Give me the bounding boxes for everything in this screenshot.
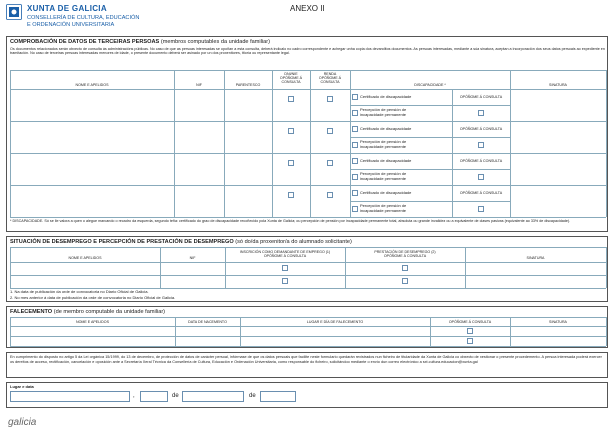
death-oppose-checkbox[interactable] xyxy=(467,328,473,334)
disability-oppose-label: OPÓÑOME Á CONSULTA xyxy=(459,127,503,131)
col-kinship: PARENTESCO xyxy=(235,83,261,87)
brand-name: XUNTA DE GALICIA xyxy=(27,4,107,13)
benefit-oppose-checkbox[interactable] xyxy=(402,265,408,271)
de-separator-1: de xyxy=(172,393,179,399)
income-oppose-checkbox[interactable] xyxy=(327,192,333,198)
disability-oppose-checkbox[interactable] xyxy=(478,206,484,212)
col-name: NOME E APELIDOS xyxy=(76,320,109,324)
col-name: NOME E APELIDOS xyxy=(75,83,109,87)
col-signature: SINATURA xyxy=(549,83,567,87)
col-nif: NIF xyxy=(196,83,202,87)
section2-title: SITUACIÓN DE DESEMPREGO E PERCEPCIÓN DE PRESTACIÓN DE DESEMPREGO (só do/da proxenitor/a do alumnado solicitante) xyxy=(10,239,352,245)
pension-label: Percepción de pensión de incapacidade permanente xyxy=(360,203,407,213)
disability-oppose-label: OPÓÑOME Á CONSULTA xyxy=(459,159,503,163)
dni-oppose-checkbox[interactable] xyxy=(288,160,294,166)
income-oppose-checkbox[interactable] xyxy=(327,96,333,102)
dni-oppose-checkbox[interactable] xyxy=(288,192,294,198)
death-oppose-checkbox[interactable] xyxy=(467,338,473,344)
day-input[interactable] xyxy=(140,391,168,402)
section3-title: FALECEMENTO (de membro computable da unidade familiar) xyxy=(10,309,166,315)
disability-cert-label: Certificado de discapacidade xyxy=(360,190,412,195)
disability-cert-checkbox[interactable] xyxy=(352,94,358,100)
year-input[interactable] xyxy=(260,391,296,402)
shield-icon xyxy=(6,4,22,20)
disability-oppose-checkbox[interactable] xyxy=(478,142,484,148)
disability-note: * DISCAPACIDADE. Só se lle valora a quen o alegue marcando o recadro da esquerda, segundo teña: certificado do grao de discapacidade recoñecido pola Xunta de Galicia; ou percepción de pensión por incapacidade permanente total, absoluta ou grande invalidez ou a equivalente de clases pasivas (equivalente ao 33% de discapacidade). xyxy=(10,219,571,223)
pension-checkbox[interactable] xyxy=(352,142,358,148)
disability-oppose-label: OPÓÑOME Á CONSULTA xyxy=(459,95,503,99)
disability-cert-label: Certificado de discapacidade xyxy=(360,158,412,163)
unemployment-note1: 1. Na data de publicación da orde de convocatoria no Diario Oficial de Galicia. xyxy=(10,289,149,294)
disability-cert-checkbox[interactable] xyxy=(352,126,358,132)
disability-oppose-checkbox[interactable] xyxy=(478,174,484,180)
pension-checkbox[interactable] xyxy=(352,110,358,116)
col-death-place: LUGAR E DÍA DE FALECEMENTO xyxy=(306,320,364,324)
disability-cert-label: Certificado de discapacidade xyxy=(360,126,412,131)
col-dni: DNI/NIE OPÓÑOME Á CONSULTA xyxy=(279,72,303,85)
col-disability: DISCAPACIDADE * xyxy=(414,83,446,87)
place-date-label: Lugar e data xyxy=(10,384,34,389)
month-input[interactable] xyxy=(182,391,244,402)
registration-oppose-checkbox[interactable] xyxy=(282,265,288,271)
department-line1: CONSELLERÍA DE CULTURA, EDUCACIÓN xyxy=(27,15,140,21)
col-income: RENDA OPÓÑOME Á CONSULTA xyxy=(318,72,342,85)
registration-oppose-checkbox[interactable] xyxy=(282,278,288,284)
col-birth-date: DATA DE NACEMENTO xyxy=(188,320,227,324)
benefit-oppose-checkbox[interactable] xyxy=(402,278,408,284)
disability-oppose-checkbox[interactable] xyxy=(478,110,484,116)
pension-label: Percepción de pensión de incapacidade permanente xyxy=(360,139,407,149)
income-oppose-checkbox[interactable] xyxy=(327,128,333,134)
section-third-party-data xyxy=(6,36,608,232)
col-unemployment-benefit: PRESTACIÓN DE DESEMPREGO (2) OPÓÑOME Á CONSULTA xyxy=(374,250,436,259)
galicia-logo xyxy=(8,417,36,428)
annex-label: ANEXO II xyxy=(290,4,325,13)
place-input[interactable] xyxy=(10,391,130,402)
col-job-registration: INSCRICIÓN COMO DEMANDANTE DE EMPREGO (1) OPÓÑOME Á CONSULTA xyxy=(239,250,331,259)
disability-cert-checkbox[interactable] xyxy=(352,190,358,196)
section1-title: COMPROBACIÓN DE DATOS DE TERCEIRAS PERSOAS (membros computables da unidade familiar) xyxy=(10,39,270,45)
disability-cert-checkbox[interactable] xyxy=(352,158,358,164)
galicia-logo-text: galicia xyxy=(8,417,37,428)
disability-cert-label: Certificado de discapacidade xyxy=(360,94,412,99)
de-separator-2: de xyxy=(249,393,256,399)
department-line2: E ORDENACIÓN UNIVERSITARIA xyxy=(27,22,115,28)
col-oppose: OPÓÑOME Á CONSULTA xyxy=(448,320,492,324)
section1-intro: Os documentos relacionados serán obxecto de consulta ás administracións públicas. No caso de que as persoas interesadas se opoñan a esta consulta, deberá indicalo no cadro correspondente e achegar unha copia dos devanditos documentos. As persoas interesadas, mediante a súa sinatura, aceptan a incorporación dos seus datos persoais ao expediente en tramitación. No caso de terceiras persoas interesadas menores de idade, o presente documento deberá ser asinado por un dos proxenitores, titoría ou representante legal. xyxy=(10,47,605,56)
col-signature: SINATURA xyxy=(549,320,567,324)
dni-oppose-checkbox[interactable] xyxy=(288,96,294,102)
pension-label: Percepción de pensión de incapacidade permanente xyxy=(360,171,407,181)
pension-checkbox[interactable] xyxy=(352,174,358,180)
col-nif: NIF xyxy=(189,256,196,260)
unemployment-note2: 2. No mes anterior á data de publicación da orde de convocatoria no Diario Oficial de Galicia. xyxy=(10,295,176,300)
disability-oppose-label: OPÓÑOME Á CONSULTA xyxy=(459,191,503,195)
col-signature: SINATURA xyxy=(526,256,545,260)
data-protection-notice: En cumprimento do disposto no artigo 5 da Lei orgánica 15/1999, do 13 de decembro, de protección de datos de carácter persoal, infórmase de que os datos persoais que facilite neste formulario quedarán rexistrados nun ficheiro de titularidade da Xunta de Galicia co obxecto de xestionar o presente procedemento. A persoa interesada poderá exercer os dereitos de acceso, rectificación, cancelación e oposición ante a Secretaría Xeral Técnica da Consellería de Cultura, Educación e Ordenación Universitaria, como responsable do ficheiro, solicitándoo mediante o envío dun correo electrónico a sxt.cultura.educacion@xunta.gal xyxy=(10,355,602,364)
pension-label: Percepción de pensión de incapacidade permanente xyxy=(360,107,407,117)
col-name: NOME E APELIDOS xyxy=(68,256,102,260)
xunta-logo xyxy=(6,4,22,20)
comma-separator: , xyxy=(133,393,135,399)
dni-oppose-checkbox[interactable] xyxy=(288,128,294,134)
pension-checkbox[interactable] xyxy=(352,206,358,212)
income-oppose-checkbox[interactable] xyxy=(327,160,333,166)
